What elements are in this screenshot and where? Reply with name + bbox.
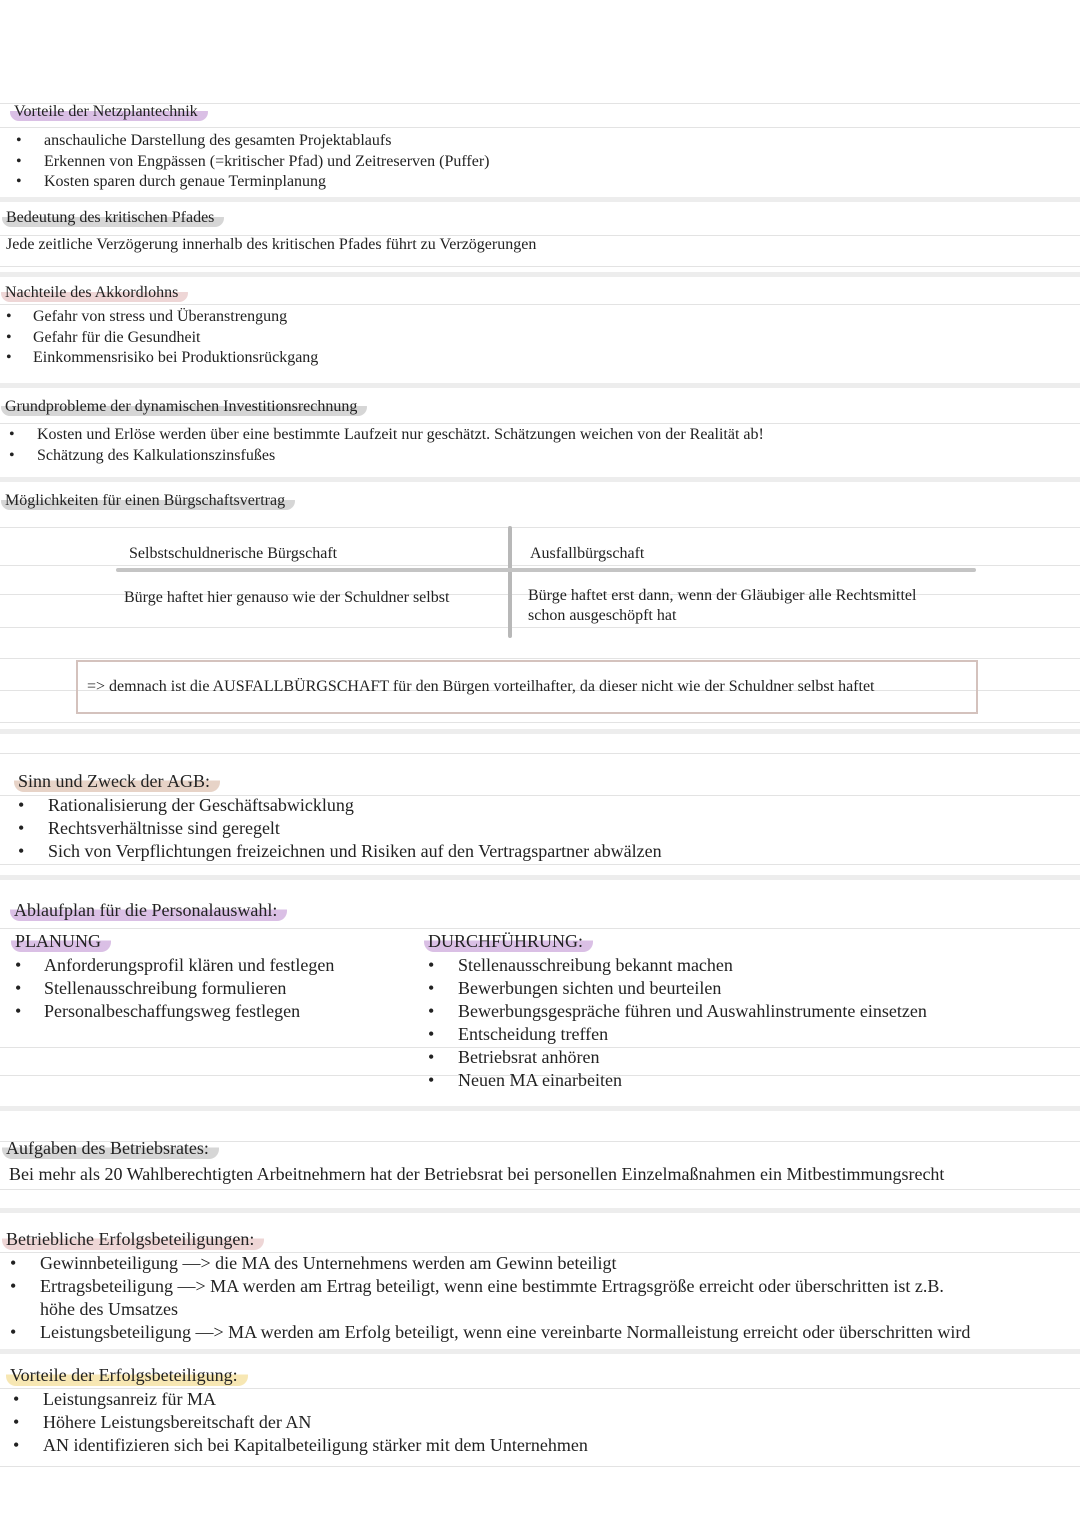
ruled-line: [0, 423, 1080, 424]
agb-list: [18, 794, 662, 863]
ruled-line: [0, 565, 1080, 566]
list-item: • Leistungsanreiz für MA: [13, 1389, 216, 1409]
list-item-continuation: höhe des Umsatzes: [40, 1299, 178, 1319]
ruled-line: [0, 266, 1080, 267]
ruled-line: [0, 928, 1080, 929]
ruled-line: [0, 753, 1080, 754]
ruled-line: [0, 722, 1080, 723]
list-item: • Bewerbungen sichten und beurteilen: [428, 978, 722, 998]
table-header-selbstschuldnerisch: Selbstschuldnerische Bürgschaft: [129, 545, 338, 562]
section-heading-personalauswahl: Ablaufplan für die Personalauswahl:: [10, 900, 287, 921]
list-item: • Erkennen von Engpässen (=kritischer Pfad) und Zeitreserven (Puffer): [16, 152, 490, 170]
ruled-line: [0, 1189, 1080, 1190]
table-cell-ausfallbuergschaft-line1: Bürge haftet erst dann, wenn der Gläubiger alle Rechtsmittel: [528, 587, 917, 604]
table-cell-ausfallbuergschaft-line2: schon ausgeschöpft hat: [528, 607, 677, 624]
section-heading-investitionsrechnung: Grundprobleme der dynamischen Investitionsrechnung: [1, 398, 367, 416]
ruled-line: [0, 627, 1080, 628]
ruled-line: [0, 127, 1080, 128]
list-item: • Rationalisierung der Geschäftsabwicklung: [18, 795, 354, 815]
betriebsrat-text: Bei mehr als 20 Wahlberechtigten Arbeitnehmern hat der Betriebsrat bei personellen Einzelmaßnahmen ein Mitbestimmungsrecht: [9, 1164, 945, 1184]
list-item: • Betriebsrat anhören: [428, 1047, 600, 1067]
ruled-line: [0, 527, 1080, 528]
vorteile-erfolgsbeteiligung-list: [13, 1388, 588, 1457]
kritischer-pfad-text: Jede zeitliche Verzögerung innerhalb des kritischen Pfades führt zu Verzögerungen: [6, 236, 537, 253]
section-divider: [0, 1349, 1080, 1354]
list-item: • Rechtsverhältnisse sind geregelt: [18, 818, 280, 838]
conclusion-text: => demnach ist die AUSFALLBÜRGSCHAFT für den Bürgen vorteilhafter, da dieser nicht wie der Schuldner selbst haftet: [87, 678, 875, 695]
list-item: • Gefahr für die Gesundheit: [6, 328, 201, 346]
section-heading-akkordlohn: Nachteile des Akkordlohns: [1, 284, 188, 302]
section-divider: [0, 197, 1080, 202]
section-divider: [0, 729, 1080, 734]
section-heading-agb: Sinn und Zweck der AGB:: [14, 771, 220, 792]
conclusion-box: [76, 660, 978, 714]
investitionsrechnung-list: [9, 425, 764, 466]
table-divider-vertical: [508, 526, 512, 638]
list-item: • Leistungsbeteiligung —> MA werden am Erfolg beteiligt, wenn eine vereinbarte Normalleistung erreicht oder überschritten wird: [10, 1322, 971, 1342]
section-divider: [0, 1106, 1080, 1111]
erfolgsbeteiligungen-list: [10, 1252, 970, 1344]
list-item: • AN identifizieren sich bei Kapitalbeteiligung stärker mit dem Unternehmen: [13, 1435, 588, 1455]
section-divider: [0, 477, 1080, 482]
list-item: • Personalbeschaffungsweg festlegen: [15, 1001, 301, 1021]
list-item: • Sich von Verpflichtungen freizeichnen und Risiken auf den Vertragspartner abwälzen: [18, 841, 662, 861]
list-item: • Höhere Leistungsbereitschaft der AN: [13, 1412, 312, 1432]
list-item: • Ertragsbeteiligung —> MA werden am Ertrag beteiligt, wenn eine bestimmte Ertragsgröße erreicht oder überschritten ist z.B.: [10, 1276, 944, 1296]
section-divider: [0, 272, 1080, 277]
ruled-line: [0, 864, 1080, 865]
subheading-planung: PLANUNG: [11, 931, 111, 952]
ruled-line: [0, 658, 1080, 659]
list-item: • Stellenausschreibung bekannt machen: [428, 955, 733, 975]
list-item: • Stellenausschreibung formulieren: [15, 978, 287, 998]
section-heading-kritischer-pfad: Bedeutung des kritischen Pfades: [2, 209, 224, 227]
list-item: • Neuen MA einarbeiten: [428, 1070, 622, 1090]
list-item: • anschauliche Darstellung des gesamten Projektablaufs: [16, 132, 392, 149]
list-item: • Gefahr von stress und Überanstrengung: [6, 308, 288, 325]
section-divider: [0, 383, 1080, 388]
section-divider: [0, 1208, 1080, 1213]
table-cell-selbstschuldnerisch: Bürge haftet hier genauso wie der Schuldner selbst: [124, 589, 450, 606]
subheading-durchfuehrung: DURCHFÜHRUNG:: [424, 931, 593, 952]
list-item: • Bewerbungsgespräche führen und Auswahlinstrumente einsetzen: [428, 1001, 927, 1021]
netzplantechnik-list: [16, 131, 489, 193]
section-heading-betriebsrat: Aufgaben des Betriebsrates:: [2, 1138, 219, 1159]
durchfuehrung-list: [428, 954, 927, 1092]
list-item: • Kosten sparen durch genaue Terminplanung: [16, 173, 327, 190]
list-item: • Anforderungsprofil klären und festlegen: [15, 955, 335, 975]
section-heading-netzplantechnik: Vorteile der Netzplantechnik: [10, 103, 208, 121]
list-item: • Entscheidung treffen: [428, 1024, 609, 1044]
section-heading-erfolgsbeteiligungen: Betriebliche Erfolgsbeteiligungen:: [2, 1229, 264, 1250]
list-item: • Kosten und Erlöse werden über eine bestimmte Laufzeit nur geschätzt. Schätzungen weichen von der Realität ab!: [9, 426, 764, 443]
akkordlohn-list: [6, 307, 318, 369]
list-item: • Gewinnbeteiligung —> die MA des Unternehmens werden am Gewinn beteiligt: [10, 1253, 617, 1273]
list-item: • Einkommensrisiko bei Produktionsrückgang: [6, 349, 319, 366]
table-divider-horizontal: [116, 568, 976, 572]
planung-list: [15, 954, 334, 1023]
section-divider: [0, 875, 1080, 880]
list-item: • Schätzung des Kalkulationszinsfußes: [9, 446, 276, 464]
section-heading-vorteile-erfolgsbeteiligung: Vorteile der Erfolgsbeteiligung:: [6, 1365, 248, 1386]
table-header-ausfallbuergschaft: Ausfallbürgschaft: [530, 545, 645, 562]
ruled-line: [0, 304, 1080, 305]
ruled-line: [0, 1466, 1080, 1467]
section-heading-buergschaft: Möglichkeiten für einen Bürgschaftsvertrag: [1, 492, 295, 510]
